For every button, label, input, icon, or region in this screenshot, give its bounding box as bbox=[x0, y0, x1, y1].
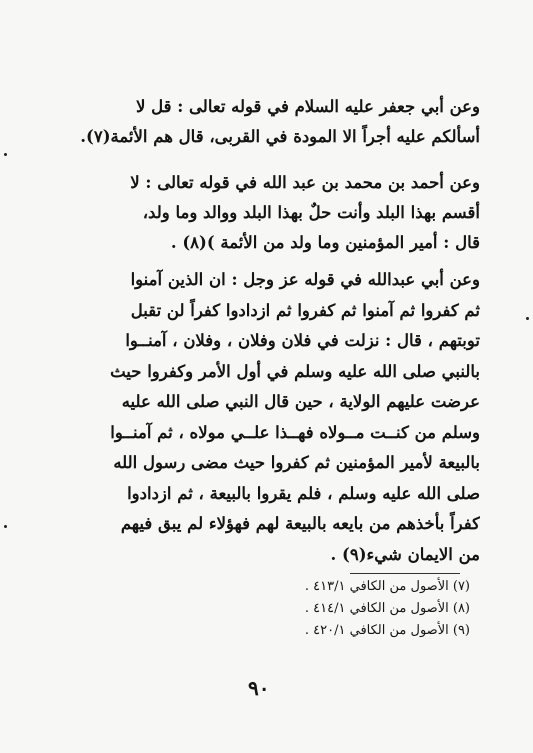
paragraph-line: بالبيعة لأمير المؤمنين ثم كفروا حيث مضى رسول الله bbox=[113, 453, 480, 472]
paragraph-line: كفراً بأخذهم من بايعه بالبيعة لهم فهؤلاء لم يبق فيهم bbox=[120, 514, 480, 533]
paragraph-line: وعن أبي عبدالله في قوله عز وجل : ان الذين آمنوا bbox=[130, 270, 480, 289]
footnotes bbox=[255, 576, 470, 642]
paragraph-line: أقسم بهذا البلد وأنت حلٌ بهذا البلد ووالد وما ولد، bbox=[142, 203, 480, 222]
paragraph-line: وعن أبي جعفر عليه السلام في قوله تعالى : قل لا bbox=[135, 97, 480, 116]
footnote-9: (٩) الأصول من الكافي ٤٢٠/١ . bbox=[304, 623, 470, 638]
footnote-7: (٧) الأصول من الكافي ٤١٣/١ . bbox=[304, 579, 470, 594]
paragraph-line: بالنبي صلى الله عليه وسلم في أول الأمر وكفروا حيث bbox=[110, 361, 480, 381]
paragraph-3 bbox=[70, 265, 480, 570]
footnote-divider bbox=[350, 573, 460, 574]
paragraph-line: صلى الله عليه وسلم ، فلم يقروا بالبيعة ، ثم ازدادوا bbox=[127, 483, 480, 503]
paragraph-line: من الايمان شيء(٩) . bbox=[330, 544, 480, 564]
paragraph-line: وسلم من كنــت مــولاه فهــذا علــي مولاه ، ثم آمنــوا bbox=[110, 422, 480, 442]
paragraph-line: قال : أمير المؤمنين وما ولد من الأئمة )(٨) . bbox=[170, 233, 480, 252]
paragraph-1 bbox=[70, 92, 480, 152]
scan-speck bbox=[4, 525, 7, 528]
paragraph-line: عرضت عليهم الولاية ، حين قال النبي صلى الله عليه bbox=[121, 392, 480, 411]
scan-speck bbox=[4, 153, 7, 156]
paragraph-line: أسألكم عليه أجراً الا المودة في القربى، قال هم الأئمة(٧). bbox=[80, 127, 480, 146]
paragraph-line: وعن أحمد بن محمد بن عبد الله في قوله تعالى : لا bbox=[130, 173, 480, 192]
paragraph-line: توبتهم ، قال : نزلت في فلان وفلان ، وفلان ، آمنــوا bbox=[125, 331, 480, 350]
paragraph-line: ثم كفروا ثم آمنوا ثم كفروا ثم ازدادوا كفراً لن تقبل bbox=[130, 300, 480, 320]
scan-speck bbox=[526, 317, 529, 320]
footnote-8: (٨) الأصول من الكافي ٤١٤/١ . bbox=[304, 601, 470, 616]
paragraph-2 bbox=[70, 168, 480, 258]
page-number: ٩٠ bbox=[248, 676, 270, 700]
